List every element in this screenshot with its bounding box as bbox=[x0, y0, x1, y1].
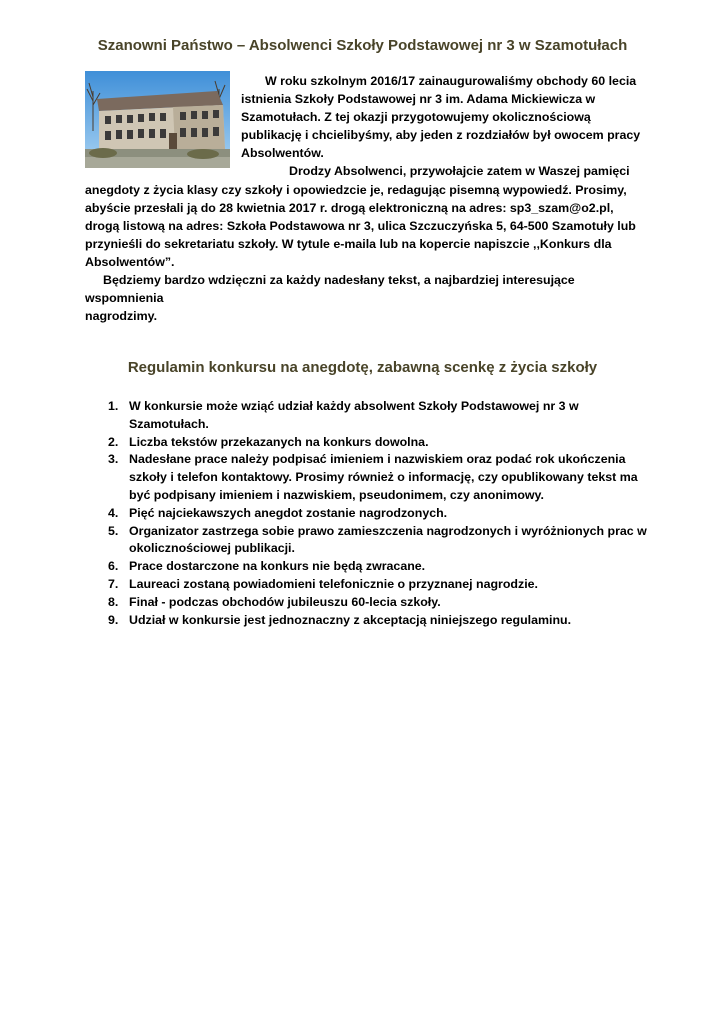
regulations-list bbox=[108, 398, 648, 629]
intro-paragraph-3: Będziemy bardzo wdzięczni za każdy nadesłany tekst, a najbardziej interesujące wspomnienia bbox=[85, 273, 575, 306]
item-text: W konkursie może wziąć udział każdy absolwent Szkoły Podstawowej nr 3 w Szamotułach. bbox=[129, 399, 579, 431]
item-number: 7. bbox=[108, 576, 119, 591]
photo-spacer bbox=[85, 72, 241, 180]
item-text: Pięć najciekawszych anegdot zostanie nagrodzonych. bbox=[129, 505, 448, 520]
item-text: Laureaci zostaną powiadomieni telefonicznie o przyznanej nagrodzie. bbox=[129, 576, 538, 591]
list-item bbox=[108, 576, 648, 594]
item-text: Finał - podczas obchodów jubileuszu 60-lecia szkoły. bbox=[129, 594, 441, 609]
regulations-title: Regulamin konkursu na anegdotę, zabawną scenkę z życia szkoły bbox=[127, 359, 598, 376]
item-number: 9. bbox=[108, 612, 119, 627]
list-item bbox=[108, 434, 648, 452]
intro-paragraph-2: Drodzy Absolwenci, przywołajcie zatem w Waszej pamięci anegdoty z życia klasy czy szkoły i opowiedzcie je, redagując pisemną wypowiedź. Prosimy, abyście przesłali ją do 28 kwietnia 2017 r. drogą elektroniczną na adres: sp3_szam@o2.pl, drogą listową na adres: Szkoła Podstawowa nr 3, ulica Szczuczyńska 5, 64-500 Szamotuły lub przynieśli do sekretariatu szkoły. W tytule e-maila lub na kopercie napiszcie ,,Konkurs dla Absolwentów”. bbox=[85, 164, 636, 269]
intro-paragraph-1: W roku szkolnym 2016/17 zainaugurowaliśmy obchody 60 lecia istnienia Szkoły Podstawowej nr 3 im. Adama Mickiewicza w Szamotułach. Z tej okazji przygotowujemy okolicznościową publikację i chcielibyśmy, aby jeden z rozdziałów był owocem pracy Absolwentów. bbox=[241, 74, 641, 161]
item-number: 8. bbox=[108, 594, 119, 609]
list-item bbox=[108, 594, 648, 612]
intro-paragraph-4: nagrodzimy. bbox=[85, 309, 158, 324]
list-item bbox=[108, 398, 648, 434]
list-item bbox=[108, 558, 648, 576]
item-number: 4. bbox=[108, 505, 119, 520]
list-item bbox=[108, 612, 648, 630]
page-title: Szanowni Państwo – Absolwenci Szkoły Podstawowej nr 3 w Szamotułach bbox=[97, 37, 628, 54]
item-number: 2. bbox=[108, 434, 119, 449]
list-item bbox=[108, 505, 648, 523]
intro-text bbox=[85, 72, 645, 325]
item-text: Prace dostarczone na konkurs nie będą zwracane. bbox=[129, 559, 426, 574]
item-number: 5. bbox=[108, 523, 119, 538]
item-text: Nadesłane prace należy podpisać imieniem i nazwiskiem oraz podać rok ukończenia szkoły i telefon kontaktowy. Prosimy również o informację, czy opublikowany tekst ma być podpisany imieniem i nazwiskiem, pseudonimem, czy anonimowy. bbox=[129, 452, 638, 502]
list-item bbox=[108, 523, 648, 559]
item-number: 6. bbox=[108, 559, 119, 574]
item-text: Liczba tekstów przekazanych na konkurs dowolna. bbox=[129, 434, 429, 449]
list-item bbox=[108, 451, 648, 504]
item-number: 3. bbox=[108, 452, 119, 467]
item-text: Organizator zastrzega sobie prawo zamieszczenia nagrodzonych i wyróżnionych prac w okolicznościowej publikacji. bbox=[129, 523, 647, 556]
item-text: Udział w konkursie jest jednoznaczny z akceptacją niniejszego regulaminu. bbox=[129, 612, 572, 627]
item-number: 1. bbox=[108, 399, 119, 413]
